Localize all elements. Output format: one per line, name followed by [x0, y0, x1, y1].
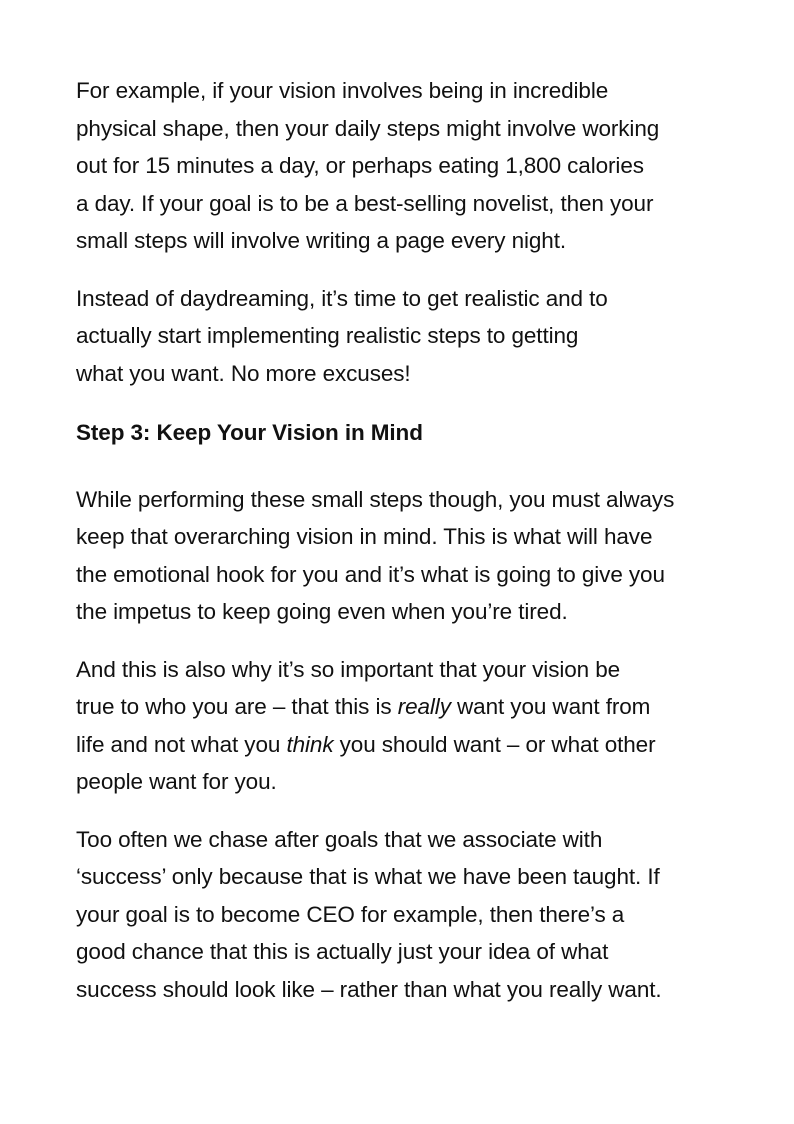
paragraph-too-often — [76, 821, 736, 1009]
document-page — [76, 72, 736, 1028]
text-line: success should look like – rather than what you really want. — [76, 976, 662, 1002]
section-heading: Step 3: Keep Your Vision in Mind — [76, 420, 423, 445]
text-segment: want you want from — [450, 694, 651, 719]
text-line: While performing these small steps though, you must always — [76, 486, 675, 512]
paragraph-and-this — [76, 651, 736, 801]
text-line: physical shape, then your daily steps might involve working — [76, 115, 660, 141]
text-line: what you want. No more excuses! — [76, 360, 411, 386]
text-line: Too often we chase after goals that we associate with — [76, 826, 603, 852]
text-segment: life and not what you — [76, 731, 287, 757]
text-segment: you should want – or what other — [333, 731, 656, 757]
text-line: your goal is to become CEO for example, then there’s a — [76, 901, 625, 927]
emphasis-text: really — [397, 694, 451, 719]
text-line: keep that overarching vision in mind. This is what will have — [76, 524, 653, 549]
text-line: the emotional hook for you and it’s what is going to give you — [76, 561, 665, 587]
text-segment: true to who you are – that this is — [76, 694, 398, 719]
text-line: ‘success’ only because that is what we have been taught. If — [76, 864, 660, 889]
text-line — [76, 726, 736, 764]
text-line: actually start implementing realistic steps to getting — [76, 323, 579, 348]
text-line: people want for you. — [76, 769, 277, 794]
emphasis-text: think — [286, 731, 334, 757]
text-line: small steps will involve writing a page every night. — [76, 228, 567, 253]
text-line: out for 15 minutes a day, or perhaps eating 1,800 calories — [76, 153, 644, 178]
paragraph-while — [76, 481, 736, 631]
paragraph-example — [76, 72, 736, 260]
text-line: For example, if your vision involves being in incredible — [76, 78, 609, 103]
paragraph-instead — [76, 280, 736, 393]
text-line: And this is also why it’s so important that your vision be — [76, 656, 621, 682]
text-line: the impetus to keep going even when you’re tired. — [76, 599, 568, 624]
text-line — [76, 688, 736, 726]
text-line: a day. If your goal is to be a best-selling novelist, then your — [76, 190, 654, 216]
text-line: Instead of daydreaming, it’s time to get realistic and to — [76, 285, 608, 311]
text-line: good chance that this is actually just your idea of what — [76, 939, 609, 964]
